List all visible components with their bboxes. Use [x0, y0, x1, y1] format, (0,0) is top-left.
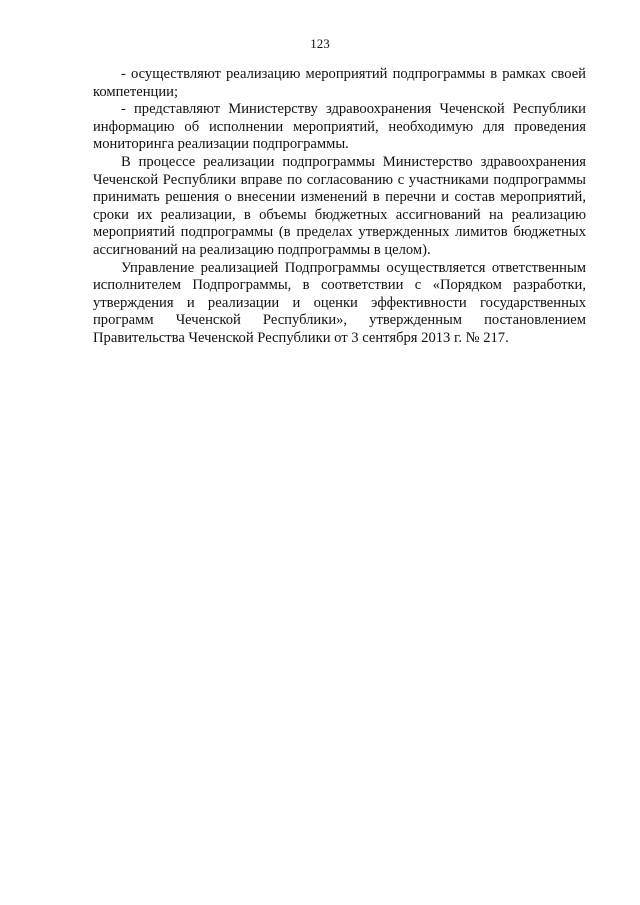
- paragraph-management: Управление реализацией Подпрограммы осуществляется ответственным исполнителем Подпрограммы, в соответствии с «Порядком разработки, утверждения и реализации и оценки эффективности государственных программ Чеченской Республики», утвержденным постановлением Правительства Чеченской Республики от 3 сентября 2013 г. № 217.: [93, 259, 586, 346]
- page-number: 123: [310, 36, 330, 51]
- paragraph-competence: - осуществляют реализацию мероприятий подпрограммы в рамках своей компетенции;: [93, 66, 586, 100]
- document-body: [93, 66, 586, 348]
- paragraph-report-to-ministry: - представляют Министерству здравоохранения Чеченской Республики информацию об исполнении мероприятий, необходимую для проведения мониторинга реализации подпрограммы.: [93, 101, 586, 153]
- paragraph-changes-procedure: В процессе реализации подпрограммы Министерство здравоохранения Чеченской Республики вправе по согласованию с участниками подпрограммы принимать решения о внесении изменений в перечни и состав мероприятий, сроки их реализации, в объемы бюджетных ассигнований на реализацию мероприятий подпрограммы (в пределах утвержденных лимитов бюджетных ассигнований на реализацию подпрограммы в целом).: [93, 153, 586, 258]
